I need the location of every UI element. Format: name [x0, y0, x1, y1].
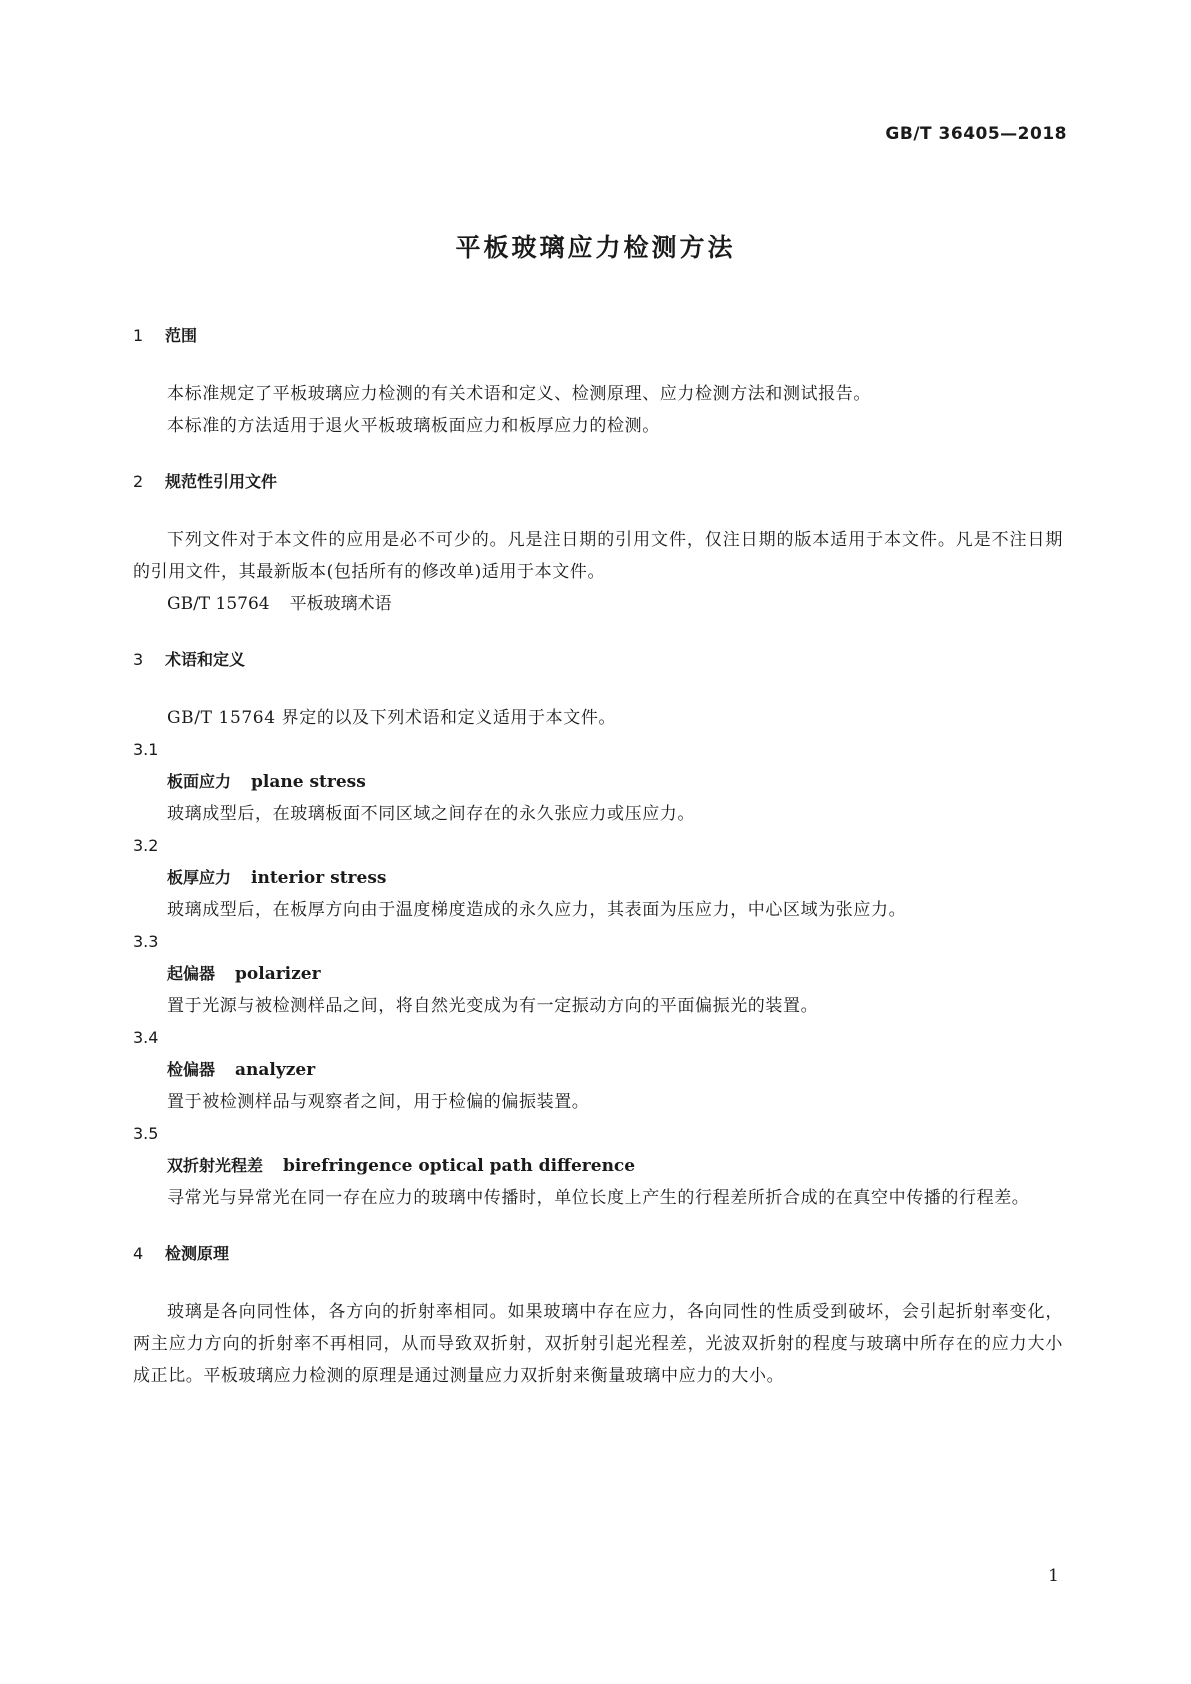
section-heading-terms: [133, 644, 1063, 676]
term-name: [133, 1150, 1063, 1182]
term-definition: 寻常光与异常光在同一存在应力的玻璃中传播时，单位长度上产生的行程差所折合成的在真空中传播的行程差。: [167, 1188, 1030, 1208]
term-name-en: plane stress: [251, 772, 366, 792]
term-name: [133, 766, 1063, 798]
page-number: 1: [1048, 1566, 1059, 1586]
paragraph: 本标准规定了平板玻璃应力检测的有关术语和定义、检测原理、应力检测方法和测试报告。: [167, 384, 871, 404]
section-number: 3: [133, 650, 144, 669]
term-name-en: analyzer: [235, 1060, 316, 1080]
term-name-zh: 检偏器: [167, 1060, 216, 1079]
section-title: 术语和定义: [165, 650, 246, 669]
document-body: [133, 320, 1063, 1392]
reference-code: GB/T 15764: [167, 594, 270, 614]
term-number: 3.1: [133, 740, 159, 759]
term-number: 3.5: [133, 1124, 159, 1143]
reference-title: 平板玻璃术语: [289, 594, 392, 614]
term-name-en: birefringence optical path difference: [283, 1156, 636, 1176]
term-name-en: interior stress: [251, 868, 387, 888]
section-heading-principle: [133, 1238, 1063, 1270]
term-name-zh: 双折射光程差: [167, 1156, 264, 1175]
term-number: 3.4: [133, 1028, 159, 1047]
section-title: 规范性引用文件: [165, 472, 278, 491]
document-title: 平板玻璃应力检测方法: [455, 233, 736, 262]
standard-code: GB/T 36405—2018: [885, 124, 1067, 144]
section-heading-normative-references: [133, 466, 1063, 498]
section-title: 检测原理: [165, 1244, 230, 1263]
paragraph: 本标准的方法适用于退火平板玻璃板面应力和板厚应力的检测。: [167, 416, 660, 436]
term-number: 3.3: [133, 932, 159, 951]
term-definition: 置于被检测样品与观察者之间，用于检偏的偏振装置。: [167, 1092, 590, 1112]
term-name-zh: 板面应力: [167, 772, 232, 791]
section-number: 1: [133, 326, 144, 345]
reference-item: [133, 588, 1063, 620]
section-number: 2: [133, 472, 144, 491]
term-name-zh: 起偏器: [167, 964, 216, 983]
term-name-zh: 板厚应力: [167, 868, 232, 887]
term-number: 3.2: [133, 836, 159, 855]
paragraph: GB/T 15764 界定的以及下列术语和定义适用于本文件。: [167, 708, 617, 728]
term-name-en: polarizer: [235, 964, 321, 984]
term-name: [133, 958, 1063, 990]
paragraph: 玻璃是各向同性体，各方向的折射率相同。如果玻璃中存在应力，各向同性的性质受到破坏，会引起折射率变化，两主应力方向的折射率不再相同，从而导致双折射，双折射引起光程差，光波双折射的程度与玻璃中所存在的应力大小成正比。平板玻璃应力检测的原理是通过测量应力双折射来衡量玻璃中应力的大小。: [133, 1302, 1063, 1386]
section-heading-scope: [133, 320, 1063, 352]
term-definition: 置于光源与被检测样品之间，将自然光变成为有一定振动方向的平面偏振光的装置。: [167, 996, 819, 1016]
term-definition: 玻璃成型后，在板厚方向由于温度梯度造成的永久应力，其表面为压应力，中心区域为张应力。: [167, 900, 907, 920]
section-number: 4: [133, 1244, 144, 1263]
paragraph: 下列文件对于本文件的应用是必不可少的。凡是注日期的引用文件，仅注日期的版本适用于本文件。凡是不注日期的引用文件，其最新版本(包括所有的修改单)适用于本文件。: [133, 530, 1063, 582]
term-definition: 玻璃成型后，在玻璃板面不同区域之间存在的永久张应力或压应力。: [167, 804, 695, 824]
term-name: [133, 862, 1063, 894]
term-name: [133, 1054, 1063, 1086]
section-title: 范围: [165, 326, 198, 345]
